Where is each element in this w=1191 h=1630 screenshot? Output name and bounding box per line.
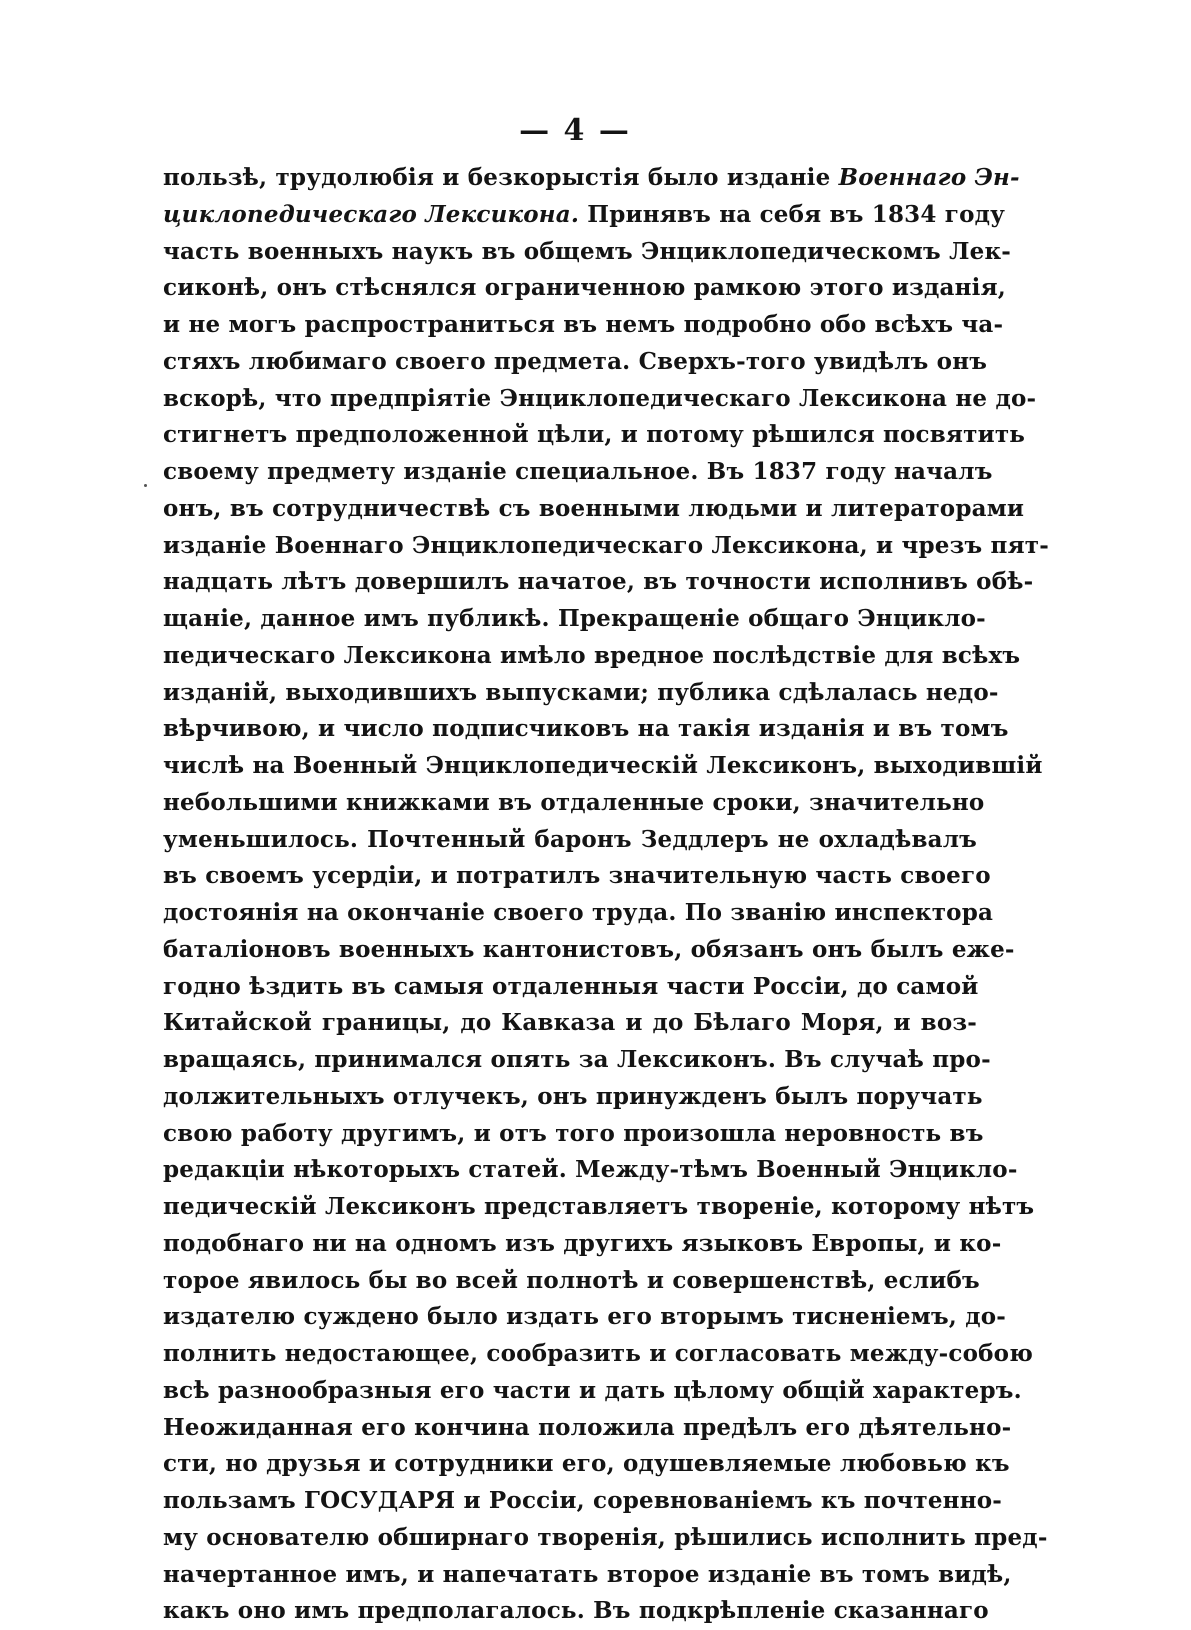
text-segment: пользамъ ГОСУДАРЯ и Россіи, соревнованіемъ къ почтенно- <box>163 1487 1003 1514</box>
text-segment: вскорѣ, что предпріятіе Энциклопедическаго Лексикона не до- <box>163 384 1037 412</box>
text-segment: стигнетъ предположенной цѣли, и потому рѣшился посвятить <box>163 421 1026 449</box>
text-line <box>163 711 1009 748</box>
text-segment: щаніе, данное имъ публикѣ. Прекращеніе общаго Энциклo- <box>163 605 986 632</box>
text-line <box>163 1557 1012 1594</box>
text-line <box>163 1299 1007 1336</box>
text-segment: му основателю обширнаго творенія, рѣшились исполнить пред- <box>163 1523 1048 1551</box>
text-segment: торое явилось бы во всей полнотѣ и совершенствѣ, еслибъ <box>163 1266 980 1294</box>
scan-speck <box>144 484 147 487</box>
text-segment: педическій Лексиконъ представляетъ твореніе, которому нѣтъ <box>163 1193 1035 1220</box>
text-segment: свою работу другимъ, и отъ того произошла неровность въ <box>163 1119 984 1147</box>
text-line <box>163 381 1037 418</box>
text-segment: всѣ разнообразныя его части и дать цѣлому общій характеръ. <box>163 1376 1022 1404</box>
text-segment: редакціи нѣкоторыхъ статей. Между-тѣмъ Военный Энциклo- <box>163 1156 1018 1184</box>
text-line <box>163 1116 984 1153</box>
text-segment: и не могъ распространиться въ немъ подробно обо всѣхъ ча- <box>163 311 1004 338</box>
text-segment: числѣ на Военный Энциклопедическій Лексиконъ, выходившій <box>163 752 1043 779</box>
text-line <box>163 1005 977 1042</box>
text-line <box>163 1446 1010 1483</box>
text-line <box>163 932 1015 969</box>
text-line <box>163 1042 991 1079</box>
text-segment: въ своемъ усердіи, и потратилъ значительную часть своего <box>163 862 991 890</box>
text-line <box>163 528 1049 565</box>
text-line <box>163 822 977 859</box>
text-line <box>163 307 1004 344</box>
text-line <box>163 748 1043 785</box>
text-line <box>163 1373 1022 1410</box>
text-segment: начертанное имъ, и напечатать второе изданіе въ томъ видѣ, <box>163 1560 1012 1588</box>
text-segment: вѣрчивою, и число подписчиковъ на такія изданія и въ томъ <box>163 715 1009 743</box>
text-segment: изданіе Военнаго Энциклопедическаго Лексикона, и чрезъ пят- <box>163 531 1049 559</box>
italic-text-segment: циклопедическаго Лексикона. <box>163 200 580 228</box>
text-line <box>163 1263 980 1300</box>
text-line <box>163 1079 983 1116</box>
text-line <box>163 417 1026 454</box>
text-line <box>163 675 999 712</box>
text-line <box>163 270 1007 307</box>
text-line <box>163 1593 989 1630</box>
text-segment: годно ѣздить въ самыя отдаленныя части Россіи, до самой <box>163 972 979 1000</box>
text-line <box>163 1152 1018 1189</box>
text-line <box>163 1520 1048 1557</box>
text-line <box>163 491 1025 528</box>
text-segment: уменьшилось. Почтенный баронъ Зеддлеръ не охладѣвалъ <box>163 825 977 853</box>
text-segment: своему предмету изданіе специальное. Въ 1837 году началъ <box>163 458 993 485</box>
body-text <box>163 160 1049 1630</box>
text-segment: сиконѣ, онъ стѣснялся ограниченною рамкою этого изданія, <box>163 274 1007 302</box>
text-segment: педическаго Лексикона имѣло вредное послѣдствіе для всѣхъ <box>163 641 1021 669</box>
text-segment: сти, но друзья и сотрудники его, одушевляемые любовью къ <box>163 1450 1010 1478</box>
text-line <box>163 344 988 381</box>
text-segment: пользѣ, трудолюбія и безкорыстія было изданіе <box>163 164 839 191</box>
text-segment: баталіоновъ военныхъ кантонистовъ, обязанъ онъ былъ еже- <box>163 935 1015 963</box>
italic-text-segment: Военнаго Эн- <box>838 164 1020 191</box>
text-segment: полнить недостающее, сообразить и согласовать между-собою <box>163 1340 1033 1367</box>
text-line <box>163 1410 1012 1447</box>
text-line <box>163 160 1020 197</box>
text-line <box>163 234 1012 271</box>
text-line <box>163 785 985 822</box>
text-segment: издателю суждено было издать его вторымъ тисненіемъ, до- <box>163 1303 1007 1331</box>
text-segment: стяхъ любимаго своего предмета. Сверхъ-того увидѣлъ онъ <box>163 347 988 375</box>
text-line <box>163 858 991 895</box>
text-line <box>163 969 977 1006</box>
text-segment: какъ оно имъ предполагалось. Въ подкрѣпленіе сказаннаго <box>163 1597 989 1625</box>
text-line <box>163 454 993 491</box>
text-segment: небольшими книжками въ отдаленные сроки, значительно <box>163 788 985 816</box>
text-line <box>163 895 994 932</box>
text-line <box>163 197 1006 234</box>
text-line <box>163 564 1034 601</box>
text-line <box>163 601 986 638</box>
text-segment: достоянія на окончаніе своего труда. По званію инспектора <box>163 899 994 926</box>
text-segment: надцать лѣтъ довершилъ начатое, въ точности исполнивъ обѣ- <box>163 568 1034 596</box>
text-line <box>163 1336 1033 1373</box>
text-segment: вращаясь, принимался опять за Лексиконъ. Въ случаѣ про- <box>163 1046 991 1073</box>
text-segment: подобнаго ни на одномъ изъ другихъ языковъ Европы, и ко- <box>163 1229 1002 1257</box>
text-segment: Китайской границы, до Кавказа и до Бѣлаго Моря, и воз- <box>163 1009 977 1037</box>
text-line <box>163 638 1021 675</box>
text-segment: онъ, въ сотрудничествѣ съ военными людьми и литераторами <box>163 494 1025 522</box>
text-segment: Принявъ на себя въ 1834 году <box>579 200 1006 228</box>
text-segment: часть военныхъ наукъ въ общемъ Энциклопедическомъ Лек- <box>163 237 1012 265</box>
text-segment: Неожиданная его кончина положила предѣлъ его дѣятельно- <box>163 1413 1012 1441</box>
page-number: — 4 — <box>519 113 631 148</box>
text-line <box>163 1189 1035 1226</box>
text-segment: должительныхъ отлучекъ, онъ принужденъ былъ поручать <box>163 1082 983 1110</box>
text-line <box>163 1226 1002 1263</box>
text-segment: изданій, выходившихъ выпусками; публика сдѣлалась недо- <box>163 678 999 706</box>
text-line <box>163 1483 1003 1520</box>
